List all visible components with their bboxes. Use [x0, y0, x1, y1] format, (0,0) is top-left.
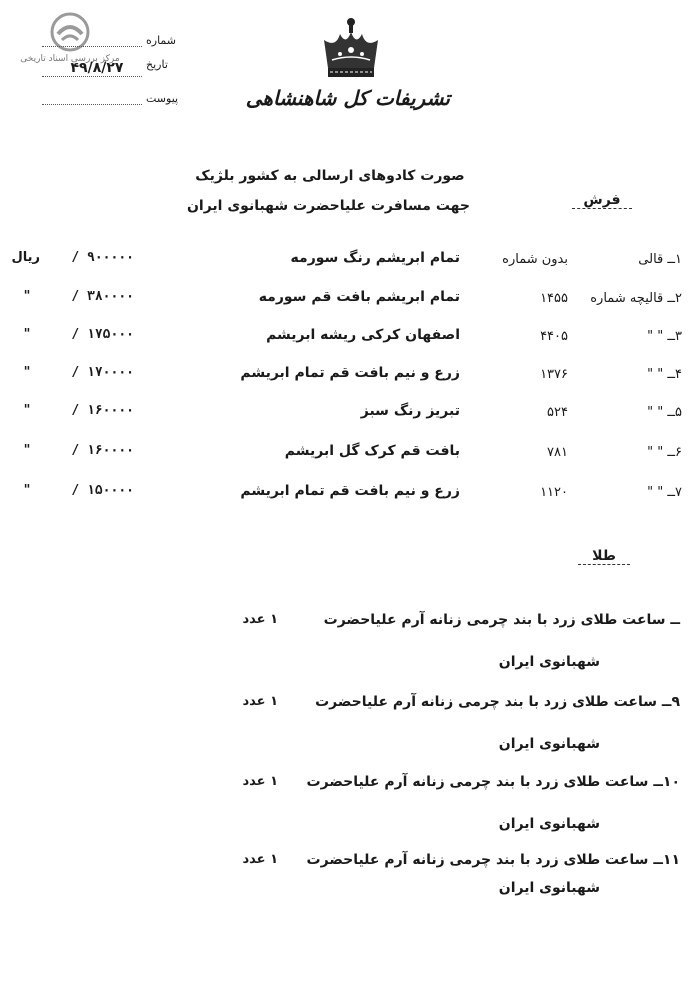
carpets-heading: فرش: [572, 192, 632, 209]
carpet-row-price: / ۱۵۰۰۰۰: [71, 483, 134, 498]
carpet-row-label: ۷ــ " ": [647, 485, 682, 500]
carpet-row-description: زرع و نیم بافت قم تمام ابریشم: [240, 483, 460, 499]
carpet-row-number: بدون شماره: [502, 252, 568, 267]
carpet-row-number: ۱۱۲۰: [540, 485, 568, 500]
carpet-row-description: تبریز رنگ سبز: [360, 403, 460, 419]
carpet-row-label: ۳ــ " ": [647, 329, 682, 344]
gold-item-line2: شهبانوی ایران: [498, 880, 600, 896]
gold-item-qty: ۱ عدد: [242, 612, 278, 627]
carpet-row-label: ۱ــ قالی: [638, 252, 682, 267]
carpet-row-price: / ۱۷۰۰۰۰: [71, 365, 134, 380]
carpet-row-number: ۱۴۵۵: [540, 291, 568, 306]
archive-watermark-text: مرکز بررسی اسناد تاریخی: [20, 54, 120, 64]
carpet-row-number: ۱۳۷۶: [540, 367, 568, 382]
gold-item-line1: ۹ــ ساعت طلای زرد با بند چرمی زنانه آرم علیاحضرت: [315, 694, 680, 710]
carpet-row-description: زرع و نیم بافت قم تمام ابریشم: [240, 365, 460, 381]
carpet-row-number: ۴۴۰۵: [540, 329, 568, 344]
gold-item-line1: ــ ساعت طلای زرد با بند چرمی زنانه آرم علیاحضرت: [323, 612, 680, 628]
carpet-row-price: / ۱۶۰۰۰۰: [71, 403, 134, 418]
carpet-row-label: ۵ــ " ": [647, 405, 682, 420]
number-line: [42, 46, 142, 47]
attachment-label: پیوست: [146, 92, 179, 105]
gold-item-line2: شهبانوی ایران: [498, 654, 600, 670]
gold-item-qty: ۱ عدد: [242, 694, 278, 709]
carpet-row-description: اصفهان کرکی ریشه ابریشم: [266, 327, 460, 343]
carpet-row-unit: ": [23, 365, 31, 380]
carpet-row-price: / ۱۶۰۰۰۰: [71, 443, 134, 458]
gold-item-line2: شهبانوی ایران: [498, 816, 600, 832]
gold-item-qty: ۱ عدد: [242, 774, 278, 789]
attachment-line: [42, 104, 142, 105]
title-line-1: صورت کادوهای ارسالی به کشور بلژیک: [195, 168, 465, 184]
carpet-row-unit: ": [23, 403, 31, 418]
carpet-row-label: ۴ــ " ": [647, 367, 682, 382]
carpet-row-label: ۲ــ قالیچه شماره: [590, 291, 682, 306]
carpet-row-price: / ۳۸۰۰۰۰: [71, 289, 134, 304]
gold-item-line1: ۱۱ــ ساعت طلای زرد با بند چرمی زنانه آرم علیاحضرت: [306, 852, 680, 868]
carpet-row-label: ۶ــ " ": [647, 445, 682, 460]
carpet-row-description: تمام ابریشم بافت قم سورمه: [258, 289, 460, 305]
carpet-row-number: ۷۸۱: [547, 445, 568, 460]
carpet-row-price: / ۱۷۵۰۰۰: [71, 327, 134, 342]
title-line-2: جهت مسافرت علیاحضرت شهبانوی ایران: [186, 198, 470, 214]
carpet-row-unit: ": [23, 443, 31, 458]
date-line: [42, 76, 142, 77]
carpet-row-unit: ریال: [11, 250, 40, 265]
gold-item-qty: ۱ عدد: [242, 852, 278, 867]
gold-item-line1: ۱۰ــ ساعت طلای زرد با بند چرمی زنانه آرم علیاحضرت: [306, 774, 680, 790]
organization-name: تشریفات کل شاهنشاهی: [245, 86, 450, 110]
carpet-row-number: ۵۲۴: [547, 405, 568, 420]
carpet-row-description: بافت قم کرک گل ابریشم: [284, 443, 460, 459]
gold-heading: طلا: [578, 548, 630, 565]
carpet-row-unit: ": [23, 483, 31, 498]
number-label: شماره: [146, 34, 177, 47]
carpet-row-unit: ": [23, 327, 31, 342]
crown-emblem-icon: [320, 16, 382, 82]
gold-item-line2: شهبانوی ایران: [498, 736, 600, 752]
date-value: ۴۹/۸/۲۷: [70, 60, 124, 76]
carpet-row-unit: ": [23, 289, 31, 304]
carpet-row-description: تمام ابریشم رنگ سورمه: [290, 250, 460, 266]
carpet-row-price: / ۹۰۰۰۰۰: [71, 250, 134, 265]
date-label: تاریخ: [146, 58, 168, 71]
